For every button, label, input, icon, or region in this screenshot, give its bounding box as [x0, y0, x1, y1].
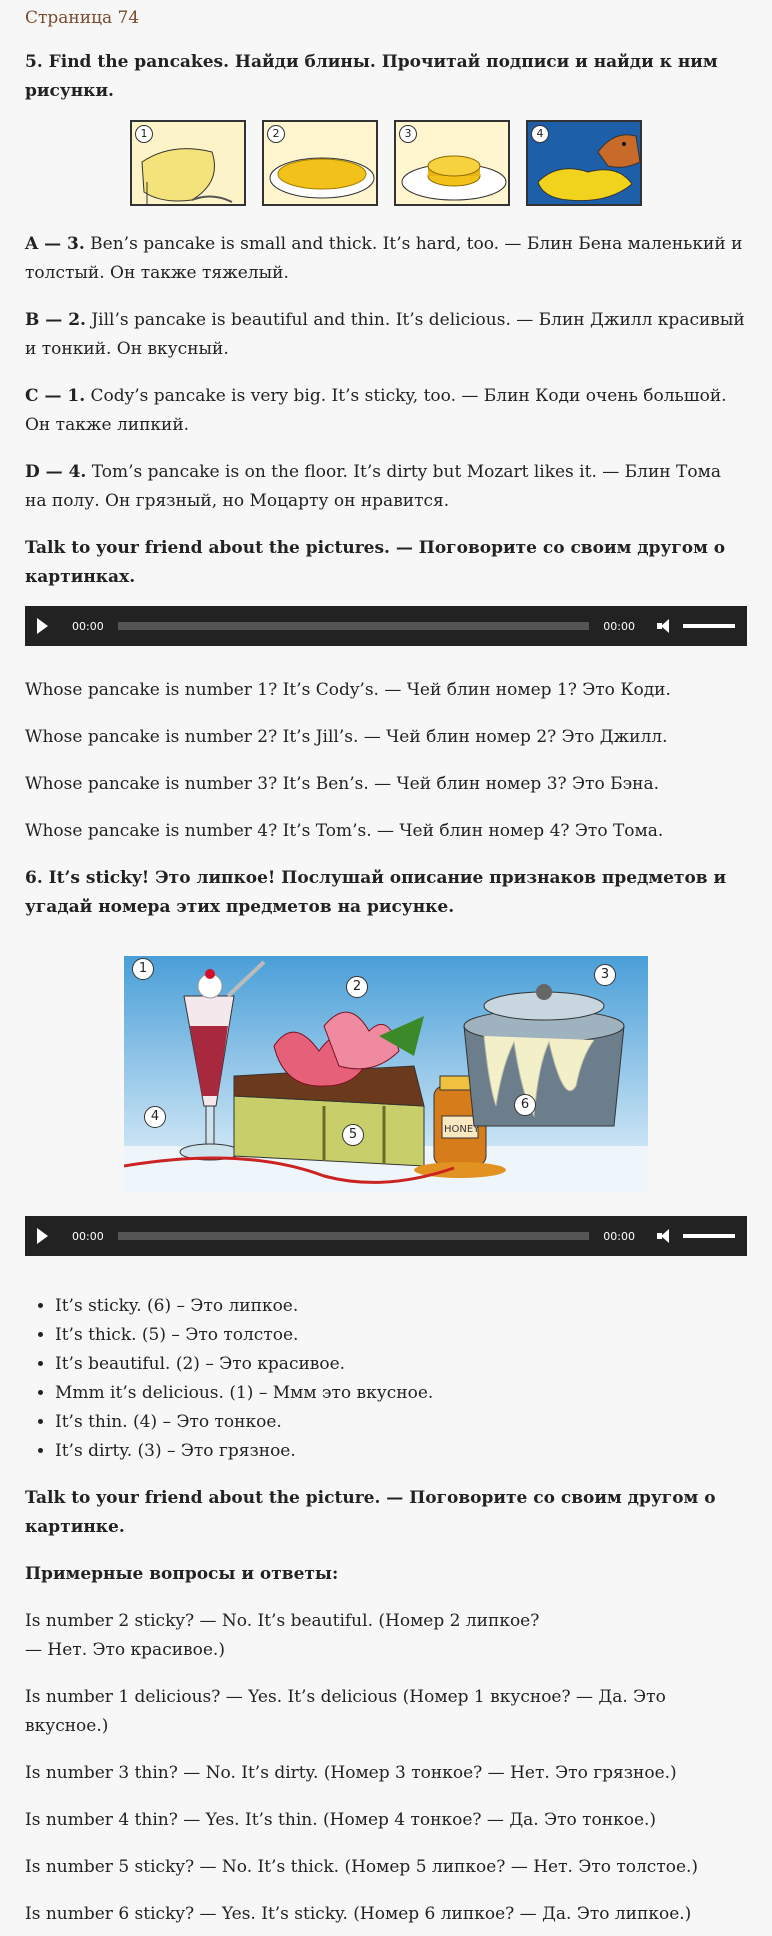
- qa-line: Is number 5 sticky? — No. It’s thick. (Номер 5 липкое? — Нет. Это толстое.): [25, 1857, 699, 1877]
- picture-number: 4: [531, 125, 549, 143]
- volume-slider[interactable]: [683, 624, 735, 628]
- play-icon[interactable]: [37, 618, 48, 634]
- picture-number: 2: [267, 125, 285, 143]
- scene-number-2: 2: [346, 976, 368, 998]
- exercise-5-heading: 5. Find the pancakes. Найди блины. Прочитай подписи и найди к ним рисунки.: [25, 52, 718, 101]
- current-time: 00:00: [72, 619, 104, 633]
- breadcrumb[interactable]: Страница 74: [25, 8, 140, 28]
- list-item: • It’s thick. (5) – Это толстое.: [55, 1321, 747, 1350]
- pancake-picture-1: [130, 120, 246, 206]
- scene-number-1: 1: [132, 958, 154, 980]
- progress-track[interactable]: [118, 1232, 590, 1240]
- list-item: • It’s beautiful. (2) – Это красивое.: [55, 1350, 747, 1379]
- answer-a: [25, 230, 747, 288]
- answer-key: D — 4.: [25, 462, 87, 482]
- scene-number-4: 4: [144, 1106, 166, 1128]
- pancake-pictures: [25, 120, 747, 206]
- volume-icon[interactable]: [657, 619, 673, 633]
- answer-b: [25, 306, 747, 364]
- answer-c: [25, 382, 747, 440]
- duration: 00:00: [603, 1229, 635, 1243]
- qa-line: Is number 6 sticky? — Yes. It’s sticky. (Номер 6 липкое? — Да. Это липкое.): [25, 1904, 692, 1924]
- pancake-picture-3: [394, 120, 510, 206]
- list-item: • It’s sticky. (6) – Это липкое.: [55, 1292, 747, 1321]
- current-time: 00:00: [72, 1229, 104, 1243]
- dialogue-line: Whose pancake is number 4? It’s Tom’s. — Чей блин номер 4? Это Тома.: [25, 821, 664, 841]
- pancake-picture-4: [526, 120, 642, 206]
- talk-heading-5: Talk to your friend about the pictures. — Поговорите со своим другом о картинках.: [25, 538, 726, 587]
- play-icon[interactable]: [37, 1228, 48, 1244]
- audio-player-1: [25, 606, 747, 646]
- answer-key: B — 2.: [25, 310, 86, 330]
- scene-number-6: 6: [514, 1094, 536, 1116]
- answer-key: A — 3.: [25, 234, 85, 254]
- answer-text: Ben’s pancake is small and thick. It’s hard, too. — Блин Бена маленький и толстый. Он также тяжелый.: [25, 234, 743, 283]
- scene-number-3: 3: [594, 964, 616, 986]
- audio-player-2: [25, 1216, 747, 1256]
- list-item: • It’s thin. (4) – Это тонкое.: [55, 1408, 747, 1437]
- qa-line: Is number 4 thin? — Yes. It’s thin. (Номер 4 тонкое? — Да. Это тонкое.): [25, 1810, 657, 1830]
- jar-label-text: HONEY: [444, 1124, 480, 1135]
- answer-text: Cody’s pancake is very big. It’s sticky, too. — Блин Коди очень большой. Он также липкий.: [25, 386, 727, 435]
- progress-track[interactable]: [118, 622, 590, 630]
- scene-number-5: 5: [342, 1124, 364, 1146]
- sticky-scene-picture: [124, 956, 648, 1192]
- picture-number: 3: [399, 125, 417, 143]
- description-list: [25, 1292, 747, 1466]
- talk-heading-6: Talk to your friend about the picture. — Поговорите со своим другом о картинке.: [25, 1488, 716, 1537]
- qa-line: Is number 2 sticky? — No. It’s beautiful. (Номер 2 липкое? — Нет. Это красивое.): [25, 1611, 540, 1660]
- list-item: • Mmm it’s delicious. (1) – Ммм это вкусное.: [55, 1379, 747, 1408]
- qa-line: Is number 3 thin? — No. It’s dirty. (Номер 3 тонкое? — Нет. Это грязное.): [25, 1763, 677, 1783]
- dialogue-line: Whose pancake is number 1? It’s Cody’s. — Чей блин номер 1? Это Коди.: [25, 680, 671, 700]
- answer-d: [25, 458, 747, 516]
- answer-text: Jill’s pancake is beautiful and thin. It’s delicious. — Блин Джилл красивый и тонкий. Он вкусный.: [25, 310, 745, 359]
- exercise-6-heading: 6. It’s sticky! Это липкое! Послушай описание признаков предметов и угадай номера этих предметов на рисунке.: [25, 868, 727, 917]
- qa-line: Is number 1 delicious? — Yes. It’s delicious (Номер 1 вкусное? — Да. Это вкусное.): [25, 1687, 666, 1736]
- duration: 00:00: [603, 619, 635, 633]
- scene-illustration: [124, 956, 648, 1192]
- answer-key: C — 1.: [25, 386, 86, 406]
- list-item: • It’s dirty. (3) – Это грязное.: [55, 1437, 747, 1466]
- picture-number: 1: [135, 125, 153, 143]
- answer-text: Tom’s pancake is on the floor. It’s dirty but Mozart likes it. — Блин Тома на полу. Он грязный, но Моцарту он нравится.: [25, 462, 721, 511]
- examples-title: Примерные вопросы и ответы:: [25, 1564, 339, 1584]
- dialogue-line: Whose pancake is number 2? It’s Jill’s. — Чей блин номер 2? Это Джилл.: [25, 727, 668, 747]
- dialogue-line: Whose pancake is number 3? It’s Ben’s. — Чей блин номер 3? Это Бэна.: [25, 774, 659, 794]
- volume-slider[interactable]: [683, 1234, 735, 1238]
- pancake-picture-2: [262, 120, 378, 206]
- volume-icon[interactable]: [657, 1229, 673, 1243]
